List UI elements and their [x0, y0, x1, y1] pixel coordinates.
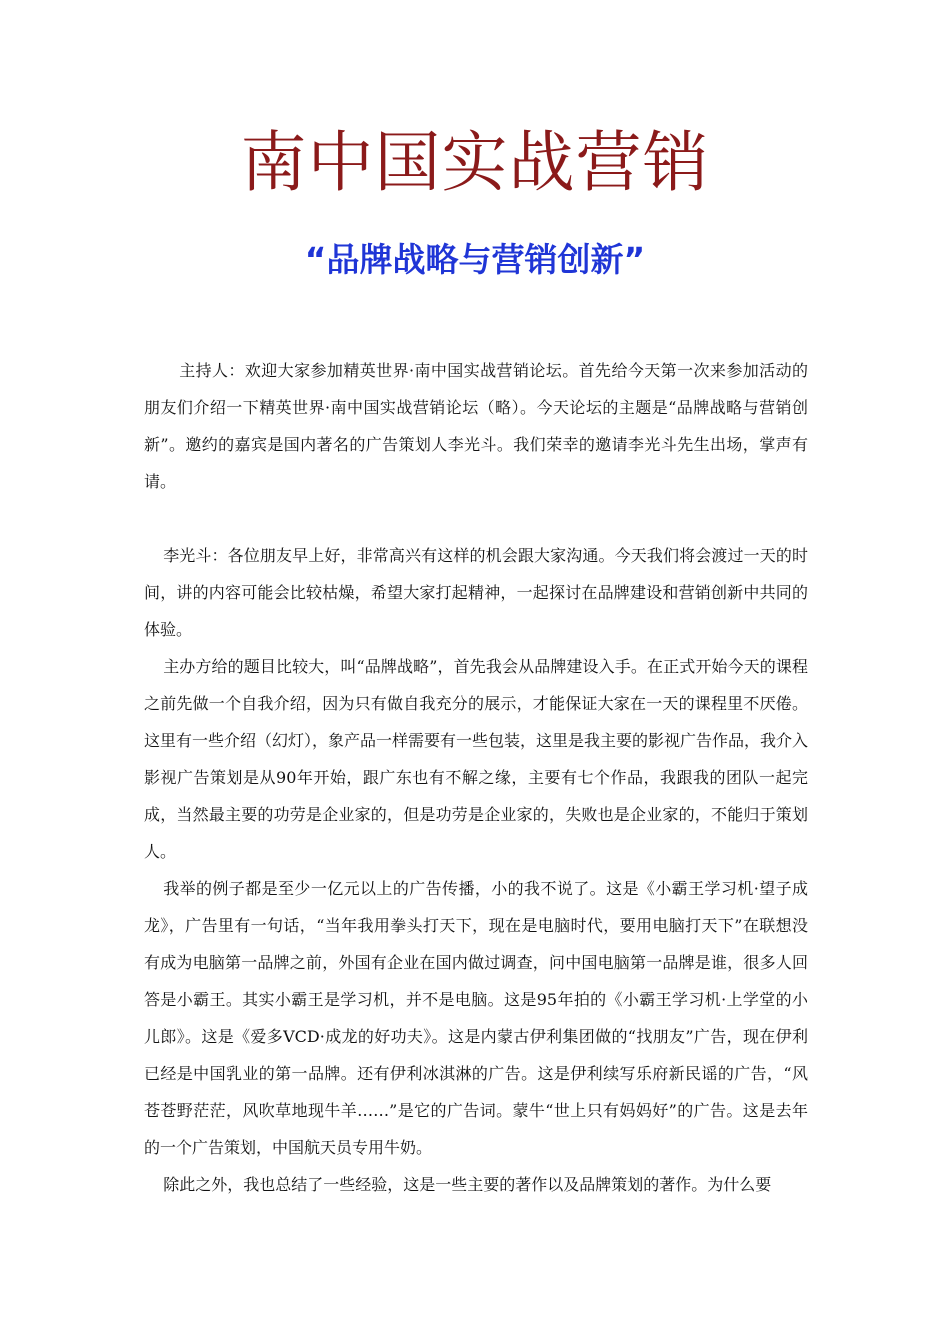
- paragraph-ad-examples: 我举的例子都是至少一亿元以上的广告传播，小的我不说了。这是《小霸王学习机·望子成龙》，广告里有一句话，“当年我用拳头打天下，现在是电脑时代，要用电脑打天下”在联想没有成为电脑第一品牌之前，外国有企业在国内做过调查，问中国电脑第一品牌是谁，很多人回答是小霸王。其实小霸王是学习机，并不是电脑。这是95年拍的《小霸王学习机·上学堂的小儿郎》。这是《爱多VCD·成龙的好功夫》。这是内蒙古伊利集团做的“找朋友”广告，现在伊利已经是中国乳业的第一品牌。还有伊利冰淇淋的广告。这是伊利续写乐府新民谣的广告，“风苍苍野茫茫，风吹草地现牛羊……”是它的广告词。蒙牛“世上只有妈妈好”的广告。这是去年的一个广告策划，中国航天员专用牛奶。: [144, 879, 808, 1157]
- paragraph-host-intro: 主持人：欢迎大家参加精英世界·南中国实战营销论坛。首先给今天第一次来参加活动的朋友们介绍一下精英世界·南中国实战营销论坛（略）。今天论坛的主题是“品牌战略与营销创新”。邀约的嘉宾是国内著名的广告策划人李光斗。我们荣幸的邀请李光斗先生出场，掌声有请。: [144, 361, 808, 491]
- paragraph-self-introduction: 主办方给的题目比较大，叫“品牌战略”，首先我会从品牌建设入手。在正式开始今天的课程之前先做一个自我介绍，因为只有做自我充分的展示，才能保证大家在一天的课程里不厌倦。这里有一些介绍（幻灯），象产品一样需要有一些包装，这里是我主要的影视广告作品，我介入影视广告策划是从90年开始，跟广东也有不解之缘，主要有七个作品，我跟我的团队一起完成，当然最主要的功劳是企业家的，但是功劳是企业家的，失败也是企业家的，不能归于策划人。: [144, 657, 809, 861]
- paragraph-spacer: [144, 500, 808, 537]
- document-body: [144, 352, 808, 1203]
- document-subtitle: “品牌战略与营销创新”: [304, 240, 646, 279]
- paragraph-experience-summary: 除此之外，我也总结了一些经验，这是一些主要的著作以及品牌策划的著作。为什么要: [163, 1175, 772, 1194]
- paragraph-speaker-greeting: 李光斗：各位朋友早上好，非常高兴有这样的机会跟大家沟通。今天我们将会渡过一天的时间，讲的内容可能会比较枯燥，希望大家打起精神，一起探讨在品牌建设和营销创新中共同的体验。: [144, 546, 808, 639]
- document-title: 南中国实战营销: [240, 124, 710, 201]
